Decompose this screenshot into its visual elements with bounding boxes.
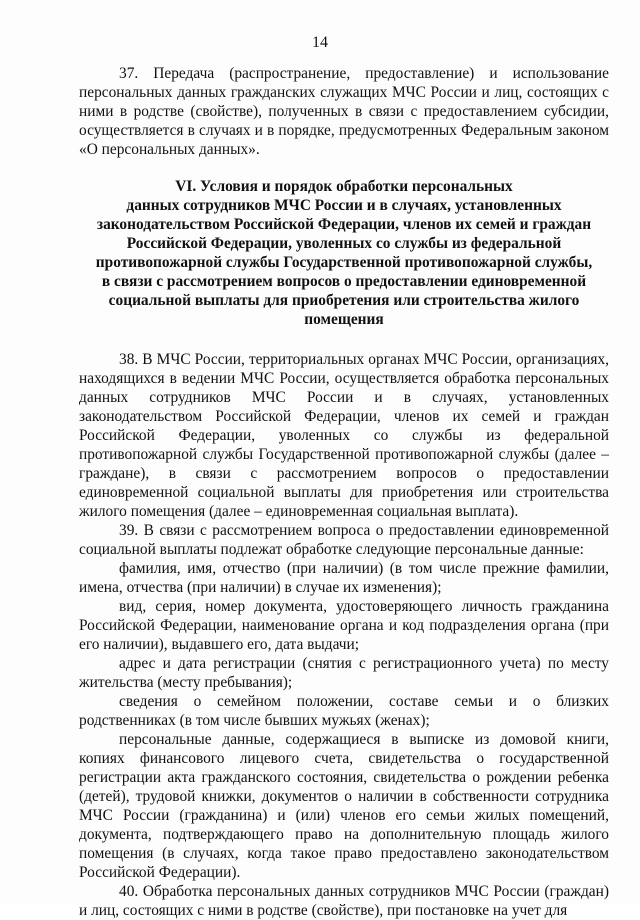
section-heading-line: Российской Федерации, уволенных со службы из федеральной: [126, 235, 562, 252]
list-item-family-status: сведения о семейном положении, составе семьи и о близких родственниках (в том числе бывших мужьях (женах);: [79, 693, 609, 729]
section-heading-line: в связи с рассмотрением вопросов о предоставлении единовременной: [101, 273, 587, 290]
section-heading-line: социальной выплаты для приобретения или строительства жилого: [108, 292, 580, 309]
section-heading: [79, 177, 609, 329]
paragraph-40: 40. Обработка персональных данных сотрудников МЧС России (граждан) и лиц, состоящих с ними в родстве (свойстве), при постановке на учет для: [79, 883, 609, 919]
list-item-full-name: фамилия, имя, отчество (при наличии) (в том числе прежние фамилии, имена, отчества (при наличии) в случае их изменения);: [79, 560, 609, 596]
list-item-identity-document: вид, серия, номер документа, удостоверяющего личность гражданина Российской Федерации, наименование органа и код подразделения органа (при его наличии), выдавшего его, дата выдачи;: [79, 598, 609, 653]
list-item-registration-address: адрес и дата регистрации (снятия с регистрационного учета) по месту жительства (месту пребывания);: [79, 655, 609, 691]
section-heading-line: данных сотрудников МЧС России и в случаях, установленных: [126, 197, 562, 214]
section-heading-line: VI. Условия и порядок обработки персональных: [175, 178, 513, 195]
section-heading-line: помещения: [304, 311, 384, 328]
list-item-housing-documents: персональные данные, содержащиеся в выписке из домовой книги, копиях финансового лицевого счета, свидетельства о государственной регистрации акта гражданского состояния, свидетельства о рождении ребенка (детей), трудовой книжки, документов о наличии в собственности сотрудника МЧС России (гражданина) и (или) членов его семьи жилых помещений, документа, подтверждающего право на дополнительную площадь жилого помещения (в случаях, когда такое право предоставлено законодательством Российской Федерации).: [79, 731, 609, 881]
section-heading-line: законодательством Российской Федерации, членов их семей и граждан: [96, 216, 592, 233]
paragraph-39: 39. В связи с рассмотрением вопроса о предоставлении единовременной социальной выплаты подлежат обработке следующие персональные данные:: [79, 522, 609, 558]
section-heading-line: противопожарной службы Государственной противопожарной службы,: [95, 254, 593, 271]
document-body: [79, 64, 609, 920]
paragraph-38: 38. В МЧС России, территориальных органах МЧС России, организациях, находящихся в ведении МЧС России, осуществляется обработка персональных данных сотрудников МЧС России и в случаях, установленных законодательством Российской Федерации, членов их семей и граждан Российской Федерации, уволенных со службы из федеральной противопожарной службы Государственной противопожарной службы (далее – граждане), в связи с рассмотрением вопросов о предоставлении единовременной социальной выплаты для приобретения или строительства жилого помещения (далее – единовременная социальная выплата).: [79, 351, 609, 520]
page-number: 14: [312, 34, 328, 51]
paragraph-37: 37. Передача (распространение, предоставление) и использование персональных данных гражданских служащих МЧС России и лиц, состоящих с ними в родстве (свойстве), полученных в связи с предоставлением субсидии, осуществляется в случаях и в порядке, предусмотренных Федеральным законом «О персональных данных».: [79, 65, 609, 158]
